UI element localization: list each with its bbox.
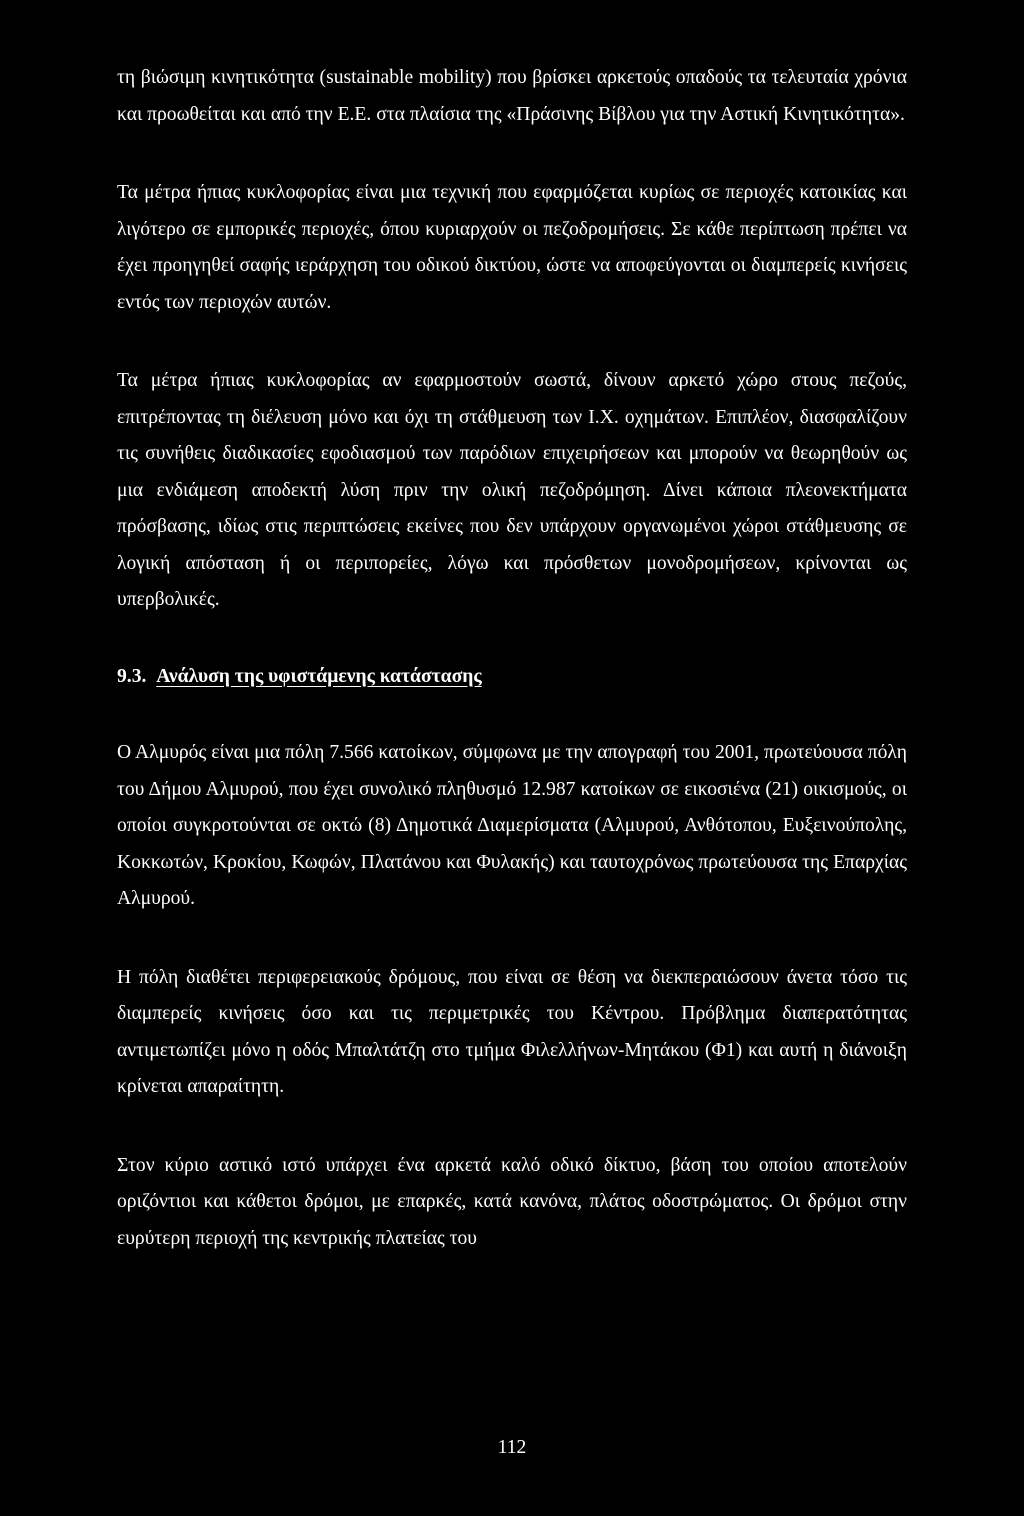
paragraph-traffic-calming-intro: Τα μέτρα ήπιας κυκλοφορίας είναι μια τεχνική που εφαρμόζεται κυρίως σε περιοχές κατοικίας και λιγότερο σε εμπορικές περιοχές, όπου κυριαρχούν οι πεζοδρομήσεις. Σε κάθε περίπτωση πρέπει να έχει προηγηθεί σαφής ιεράρχηση του οδικού δικτύου, ώστε να αποφεύγονται οι διαμπερείς κινήσεις εντός των περιοχών αυτών. [117,182,907,313]
paragraph-spacer [117,918,907,960]
paragraph-spacer [117,1106,907,1148]
page-number: 112 [497,1437,527,1458]
paragraph-spacer [117,695,907,735]
section-number: 9.3. [117,665,147,687]
document-page [117,60,907,1257]
paragraph-ring-roads: Η πόλη διαθέτει περιφερειακούς δρόμους, που είναι σε θέση να διεκπεραιώσουν άνετα τόσο τις διαμπερείς κινήσεις όσο και τις περιμετρικές του Κέντρου. Πρόβλημα διαπερατότητας αντιμετωπίζει μόνο η οδός Μπαλτάτζη στο τμήμα Φιλελλήνων-Μητάκου (Φ1) και αυτή η διάνοιξη κρίνεται απαραίτητη. [117,966,907,1097]
paragraph-spacer [117,619,907,659]
section-heading [117,659,907,696]
paragraph-traffic-calming-benefits: Τα μέτρα ήπιας κυκλοφορίας αν εφαρμοστούν σωστά, δίνουν αρκετό χώρο στους πεζούς, επιτρέποντας τη διέλευση μόνο και όχι τη στάθμευση των Ι.Χ. οχημάτων. Επιπλέον, διασφαλίζουν τις συνήθεις διαδικασίες εφοδιασμού των παρόδιων επιχειρήσεων και μπορούν να θεωρηθούν ως μια ενδιάμεση αποδεκτή λύση πριν την ολική πεζοδρόμηση. Δίνει κάποια πλεονεκτήματα πρόσβασης, ιδίως στις περιπτώσεις εκείνες που δεν υπάρχουν οργανωμένοι χώροι στάθμευσης σε λογική απόσταση ή οι περιπορείες, λόγω και πρόσθετων μονοδρομήσεων, κρίνονται ως υπερβολικές. [117,370,907,610]
paragraph-sustainable-mobility: τη βιώσιμη κινητικότητα (sustainable mobility) που βρίσκει αρκετούς οπαδούς τα τελευταία χρόνια και προωθείται και από την Ε.Ε. στα πλαίσια της «Πράσινης Βίβλου για την Αστική Κινητικότητα». [117,67,907,125]
paragraph-spacer [117,321,907,363]
paragraph-spacer [117,133,907,175]
paragraph-almyros-population: Ο Αλμυρός είναι μια πόλη 7.566 κατοίκων, σύμφωνα με την απογραφή του 2001, πρωτεύουσα πόλη του Δήμου Αλμυρού, που έχει συνολικό πληθυσμό 12.987 κατοίκων σε εικοσιένα (21) οικισμούς, οι οποίοι συγκροτούνται σε οκτώ (8) Δημοτικά Διαμερίσματα (Αλμυρού, Ανθότοπου, Ευξεινούπολης, Κοκκωτών, Κροκίου, Κωφών, Πλατάνου και Φυλακής) και ταυτοχρόνως πρωτεύουσα της Επαρχίας Αλμυρού. [117,742,907,909]
paragraph-urban-road-network: Στον κύριο αστικό ιστό υπάρχει ένα αρκετά καλό οδικό δίκτυο, βάση του οποίου αποτελούν οριζόντιοι και κάθετοι δρόμοι, με επαρκές, κατά κανόνα, πλάτος οδοστρώματος. Οι δρόμοι στην ευρύτερη περιοχή της κεντρικής πλατείας του [117,1154,907,1249]
section-title: Ανάλυση της υφιστάμενης κατάστασης [156,665,482,687]
